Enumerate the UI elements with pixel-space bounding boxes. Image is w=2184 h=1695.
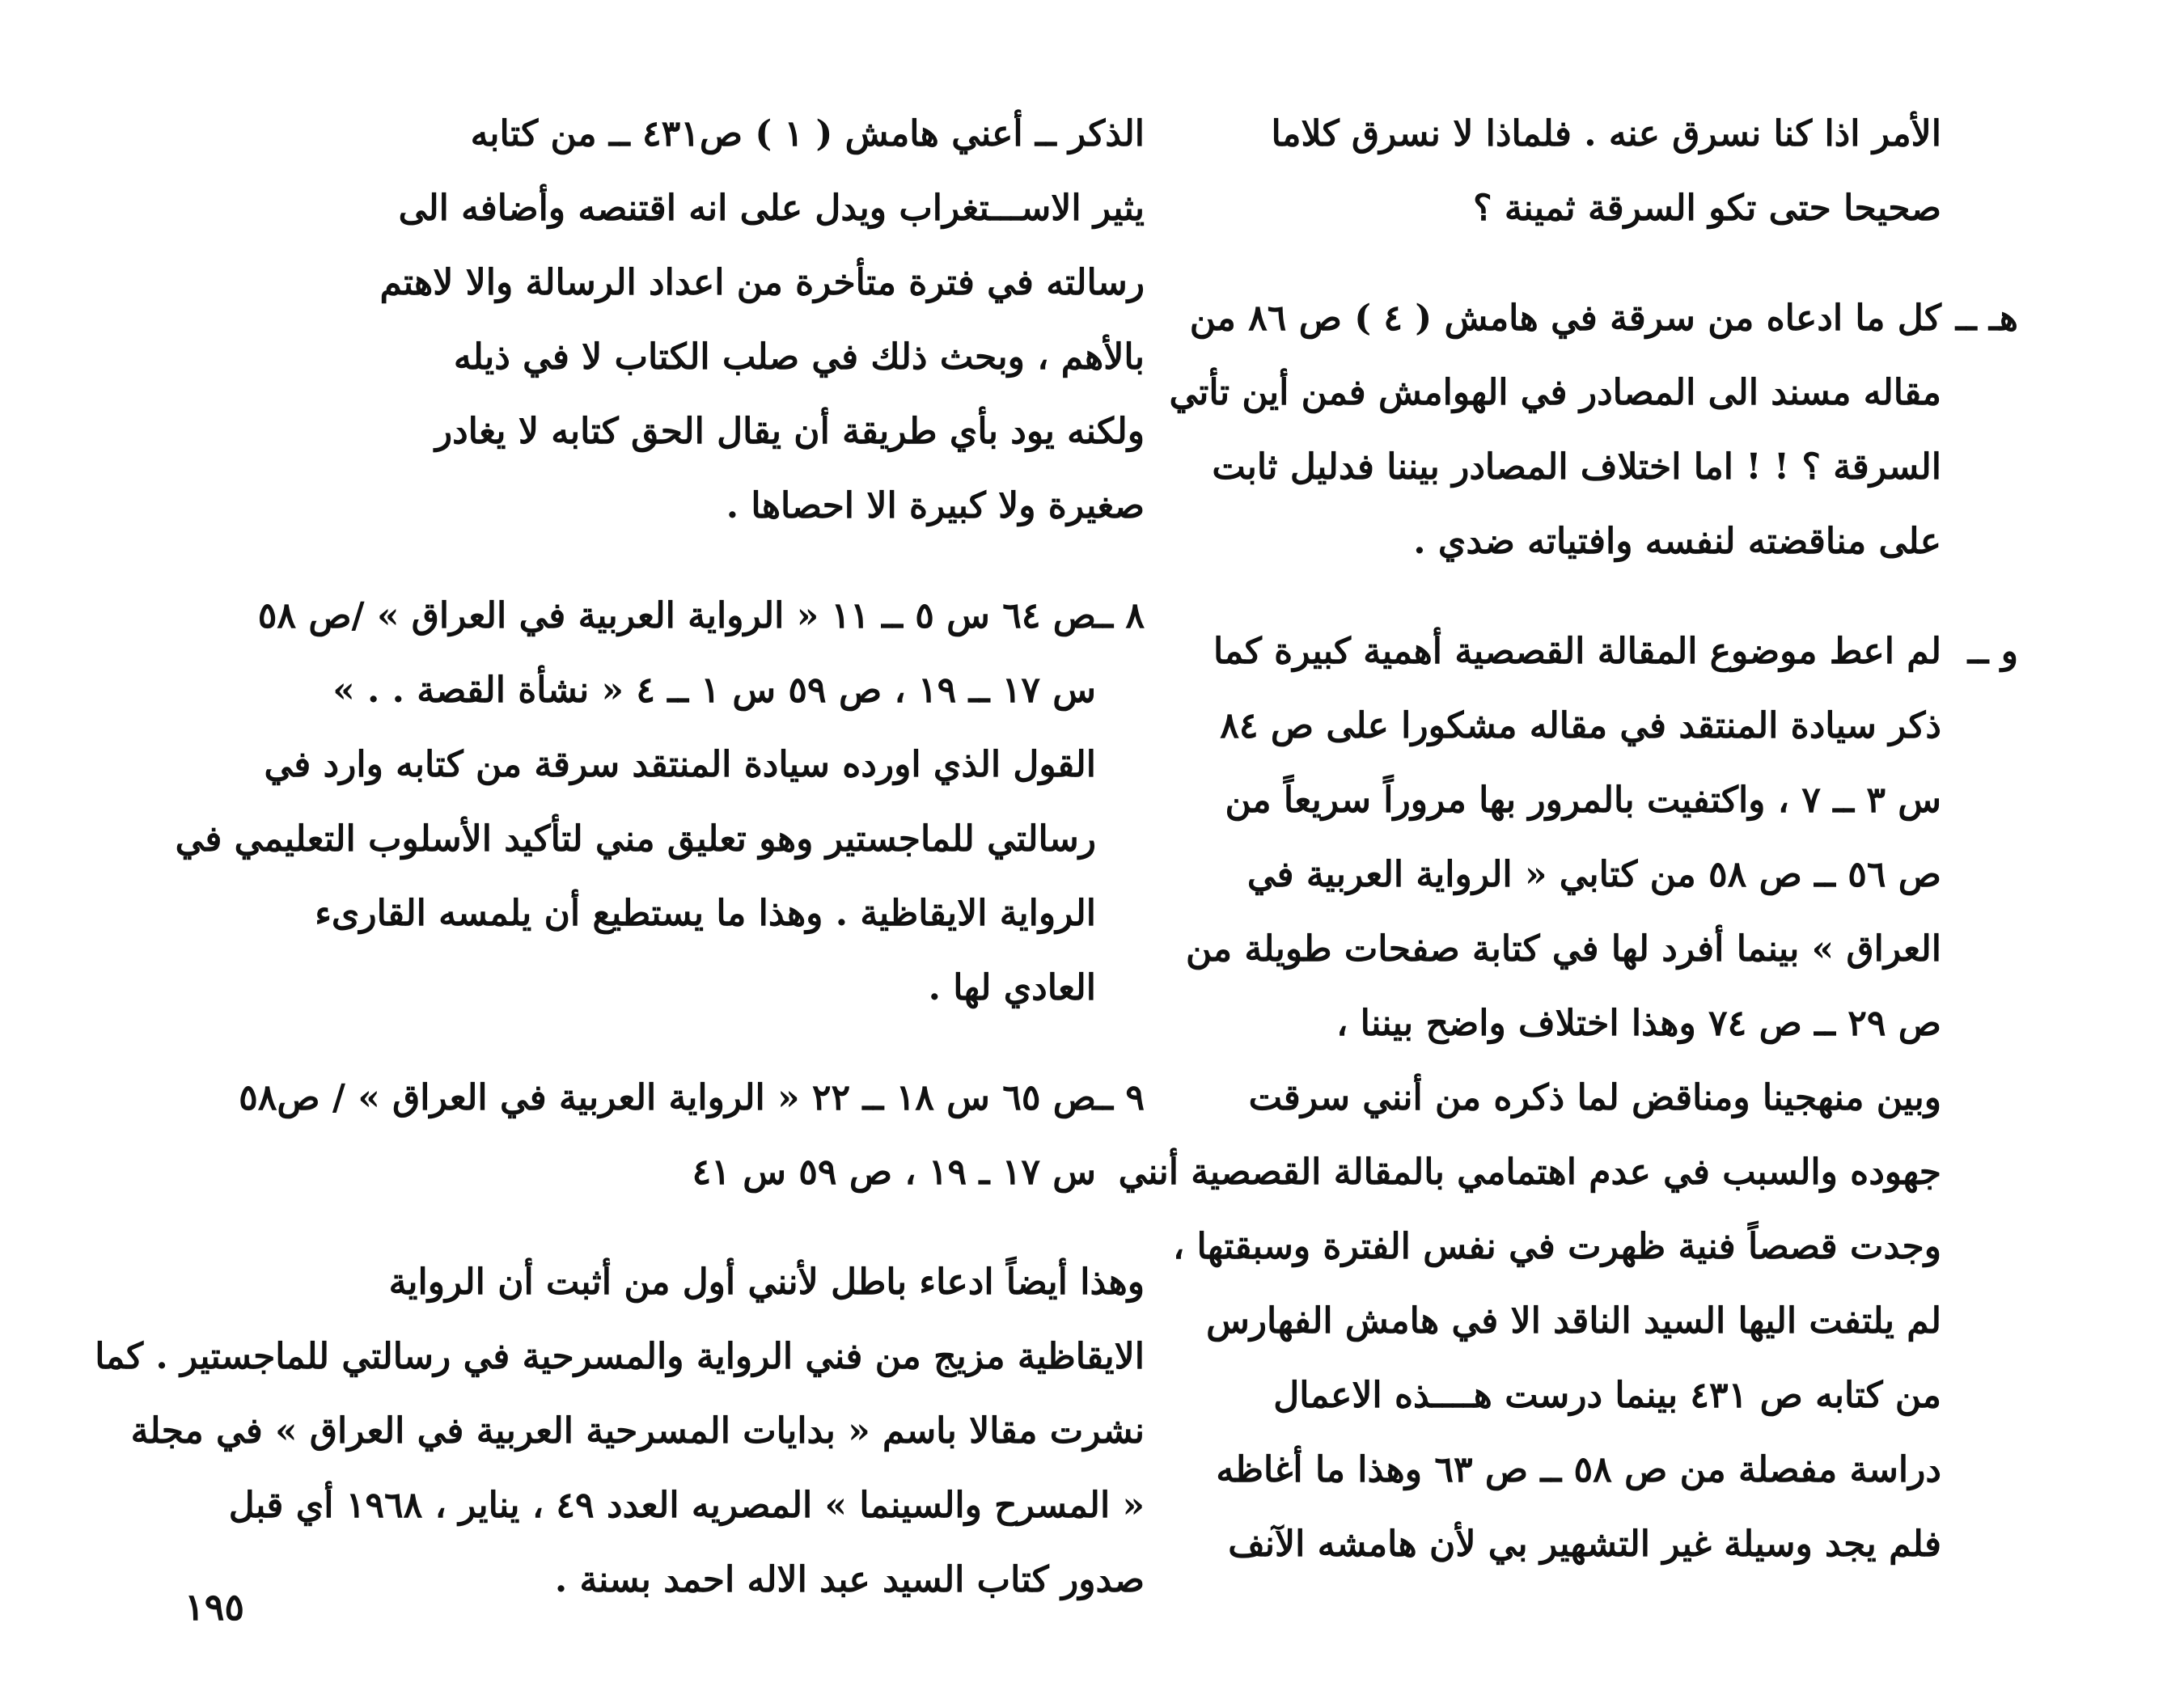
text-line: نشرت مقالا باسم « بدايات المسرحية العربية في العراق » في مجلة — [130, 1410, 1145, 1452]
text-line: بالأهم ، وبحث ذلك في صلب الكتاب لا في ذيله — [453, 336, 1145, 378]
text-line: لم اعط موضوع المقالة القصصية أهمية كبيرة كما — [1213, 631, 1941, 672]
page-number: ١٩٥ — [184, 1585, 245, 1629]
text-line: وهذا أيضاً ادعاء باطل لأنني أول من أثبت أن الرواية — [388, 1262, 1145, 1303]
text-line: س ١٧ ــ ١٩ ، ص ٥٩ س ١ ــ ٤ « نشأة القصة . . » — [332, 670, 1096, 711]
text-line: العادي لها . — [928, 967, 1096, 1008]
text-line: صدور كتاب السيد عبد الاله احمد بسنة . — [554, 1559, 1145, 1600]
text-line: كل ما ادعاه من سرقة في هامش ( ٤ ) ص ٨٦ من — [1189, 298, 1941, 339]
paragraph — [1213, 97, 1941, 246]
text-line: ص ٥٦ ــ ص ٥٨ من كتابي « الرواية العربية في — [1246, 854, 1941, 895]
text-line: ص ٢٩ ــ ص ٧٤ وهذا اختلاف واضح بيننا ، — [1336, 1003, 1941, 1044]
text-line: وبين منهجينا ومناقض لما ذكره من أنني سرقت — [1248, 1077, 1941, 1118]
text-line: العراق » بينما أفرد لها في كتابة صفحات طويلة من — [1186, 928, 1941, 970]
text-line: وجدت قصصاً فنية ظهرت في نفس الفترة وسبقتها ، — [1172, 1226, 1941, 1267]
text-line: رسالتي للماجستير وهو تعليق مني لتأكيد الأسلوب التعليمي في — [175, 818, 1096, 860]
text-line: صحيحا حتى تكو السرقة ثمينة ؟ — [1473, 188, 1941, 229]
text-line: ذكر سيادة المنتقد في مقاله مشكورا على ص ٨٤ — [1220, 705, 1941, 746]
right-column — [1118, 97, 2018, 1582]
text-line: السرقة ؟ ! ! اما اختلاف المصادر بيننا فدليل ثابت — [1212, 446, 1941, 488]
text-line: القول الذي اورده سيادة المنتقد سرقة من كتابه وارد في — [264, 744, 1096, 785]
item-number: ٨ ــ — [1092, 595, 1145, 636]
item-8 — [175, 579, 1145, 1025]
paragraph-marker: هـ ــ — [1955, 298, 2018, 339]
text-line: جهوده والسبب في عدم اهتمامي بالمقالة القصصية أنني — [1118, 1152, 1941, 1193]
paragraph-marker: و ــ — [1967, 631, 2018, 672]
text-line: مقاله مسند الى المصادر في الهوامش فمن أين تأتي — [1169, 372, 1941, 413]
text-line: رسالته في فترة متأخرة من اعداد الرسالة والا لاهتم — [379, 262, 1145, 303]
text-line: الايقاظية مزيج من فني الرواية والمسرحية في رسالتي للماجستير . كما — [95, 1336, 1145, 1377]
text-line: س ٣ ــ ٧ ، واكتفيت بالمرور بها مروراً سريعاً من — [1225, 780, 1941, 821]
text-line: لم يلتفت اليها السيد الناقد الا في هامش الفهارس — [1206, 1300, 1941, 1342]
text-line: ص ٦٥ س ١٨ ــ ٢٢ « الرواية العربية في العراق » / ص٥٨ — [239, 1077, 1096, 1118]
text-line: على مناقضته لنفسه وافتياته ضدي . — [1413, 521, 1941, 562]
text-line: الأمر اذا كنا نسرق عنه . فلماذا لا نسرق كلاما — [1271, 113, 1941, 154]
text-line: دراسة مفصلة من ص ٥٨ ــ ص ٦٣ وهذا ما أغاظه — [1216, 1449, 1941, 1490]
paragraph-he — [1169, 281, 2018, 579]
text-line: الذكر ــ أعني هامش ( ١ ) ص٤٣١ ــ من كتابه — [470, 113, 1145, 154]
item-number: ٩ ــ — [1092, 1077, 1145, 1118]
text-line: صغيرة ولا كبيرة الا احصاها . — [726, 485, 1145, 526]
item-9 — [222, 1061, 1145, 1210]
text-line: ولكنه يود بأي طريقة أن يقال الحق كتابه لا يغادر — [434, 411, 1145, 452]
text-line: س ١٧ ـ ١٩ ، ص ٥٩ س ٤١ — [692, 1152, 1096, 1193]
text-line: يثير الاســـتغراب ويدل على انه اقتنصه وأضافه الى — [398, 188, 1145, 229]
text-line: فلم يجد وسيلة غير التشهير بي لأن هامشه الآنف — [1228, 1524, 1941, 1565]
text-line: « المسرح والسينما » المصريه العدد ٤٩ ، يناير ، ١٩٦٨ أي قبل — [228, 1485, 1145, 1526]
text-line: من كتابه ص ٤٣١ بينما درست هــــذه الاعمال — [1273, 1375, 1941, 1416]
paragraph-waw — [1118, 615, 2018, 1582]
text-line: الرواية الايقاظية . وهذا ما يستطيع أن يلمسه القارىء — [315, 893, 1096, 934]
text-line: ص ٦٤ س ٥ ــ ١١ « الرواية العربية في العراق » /ص ٥٨ — [257, 595, 1096, 636]
paragraph — [222, 97, 1145, 543]
